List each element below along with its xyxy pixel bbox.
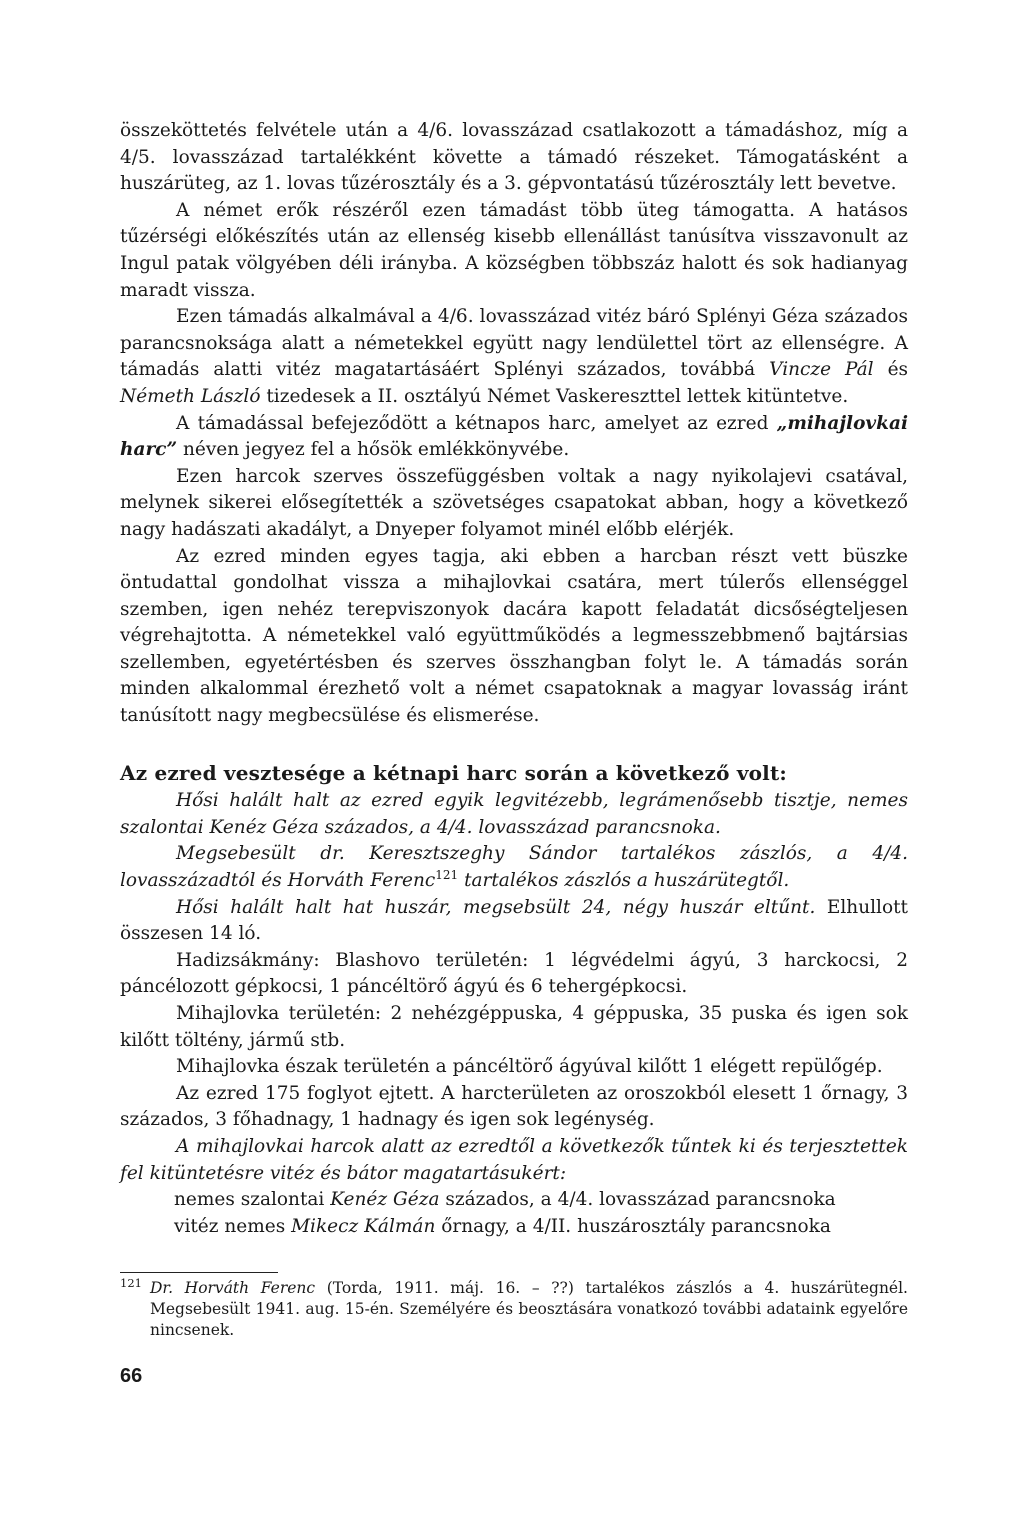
awards-intro: A mihajlovkai harcok alatt az ezredtől a következők tűntek ki és terjesztettek fel kitüntetésre vitéz és bátor magatartásukért: — [120, 1135, 908, 1184]
paragraph: A támadással befejeződött a kétnapos harc, amelyet az ezred „mihajlovkai harc” néven jegyez fel a hősök emlékkönyvébe. — [120, 412, 908, 461]
section-heading: Az ezred vesztesége a kétnapi harc során a következő volt: — [120, 760, 788, 785]
footnote-number: 121 — [120, 1276, 142, 1290]
award-item: nemes szalontai Kenéz Géza százados, a 4/4. lovasszázad parancsnoka — [174, 1189, 836, 1211]
paragraph: Ezen harcok szerves összefüggésben voltak a nagy nyikolajevi csatával, melynek sikerei elősegítették a szövetséges csapatokat abban, hogy a következő nagy hadászati akadályt, a Dnyeper folyamot minél előbb elérjék. — [120, 465, 908, 540]
name-italic: Németh László — [120, 385, 261, 407]
main-text — [120, 118, 908, 1240]
name-italic: Vincze Pál — [769, 359, 874, 381]
footnote-text: (Torda, 1911. máj. 16. – ??) tartalékos zászlós a 4. huszárütegnél. Megsebesült 1941. aug. 15-én. Személyére és beosztására vonatkozó további adataink egyelőre nincsenek. — [150, 1279, 908, 1339]
paragraph: Az ezred minden egyes tagja, aki ebben a harcban részt vett büszke öntudattal gondolhat vissza a mihajlovkai csatára, mert túlerős ellenséggel szemben, igen nehéz terepviszonyok dacára kapott feladatát dicsőségteljesen végrehajtotta. A németekkel való együttműködés a legmesszebbmenő bajtársias szellemben, egyetértésben és szerves összhangban folyt le. A támadás során minden alkalommal érezhető volt a német csapatoknak a magyar lovasság iránt tanúsított nagy megbecsülése és elismerése. — [120, 545, 908, 727]
booty-line: Mihajlovka észak területén a páncéltörő ágyúval kilőtt 1 elégett repülőgép. — [176, 1056, 883, 1078]
loss-line: Hősi halált halt hat huszár, megsebsült 24, négy huszár eltűnt. Elhullott összesen 14 ló. — [120, 896, 908, 945]
booty-line: Mihajlovka területén: 2 nehézgéppuska, 4 géppuska, 35 puska és igen sok kilőtt töltény, jármű stb. — [120, 1003, 908, 1051]
battle-name: „mihajlovkai harc” — [120, 412, 908, 461]
booty-line: Hadizsákmány: Blashovo területén: 1 légvédelmi ágyú, 3 harckocsi, 2 páncélozott gépkocsi, 1 páncéltörő ágyú és 6 tehergépkocsi. — [120, 949, 908, 998]
paragraph: A német erők részéről ezen támadást több üteg támogatta. A hatásos tűzérségi előkészítés után az ellenség kisebb ellenállást tanúsítva visszavonult az Ingul patak völgyében déli irányba. A községben többszáz halott és sok hadianyag maradt vissza. — [120, 199, 908, 301]
footnote — [120, 1278, 908, 1341]
loss-line: Hősi halált halt az ezred egyik legvitézebb, legrámenősebb tisztje, nemes szalontai Kenéz Géza százados, a 4/4. lovasszázad parancsnoka. — [120, 790, 908, 838]
footnote-ref: 121 — [435, 867, 459, 882]
paragraph: összeköttetés felvétele után a 4/6. lovasszázad csatlakozott a támadáshoz, míg a 4/5. lovasszázad tartalékként követte a támadó részeket. Támogatásként a huszárüteg, az 1. lovas tűzérosztály és a 3. gépvontatású tűzérosztály lett bevetve. — [120, 120, 908, 195]
awards-list — [120, 1187, 908, 1240]
footnote-name: Dr. Horváth Ferenc — [150, 1279, 316, 1297]
award-item: vitéz nemes Mikecz Kálmán őrnagy, a 4/II. huszárosztály parancsnoka — [174, 1215, 831, 1237]
loss-line: Megsebesült dr. Keresztszeghy Sándor tartalékos zászlós, a 4/4. lovasszázadtól és Horváth Ferenc$^{121}$ tartalékos zászlós a huszárütegtől. — [120, 843, 908, 892]
footnote-rule — [120, 1272, 278, 1273]
paragraph: Ezen támadás alkalmával a 4/6. lovasszázad vitéz báró Splényi Géza százados parancsnoksága alatt a németekkel együtt nagy lendülettel tört az ellenségre. A támadás alatti vitéz magatartásáért Splényi százados, továbbá Vincze Pál és Németh László tizedesek a II. osztályú Német Vaskereszttel lettek kitüntetve. — [120, 306, 909, 407]
page-number: 66 — [120, 1365, 143, 1387]
booty-line: Az ezred 175 foglyot ejtett. A harcterületen az oroszokból elesett 1 őrnagy, 3 százados, 3 főhadnagy, 1 hadnagy és igen sok legénység. — [120, 1082, 908, 1131]
